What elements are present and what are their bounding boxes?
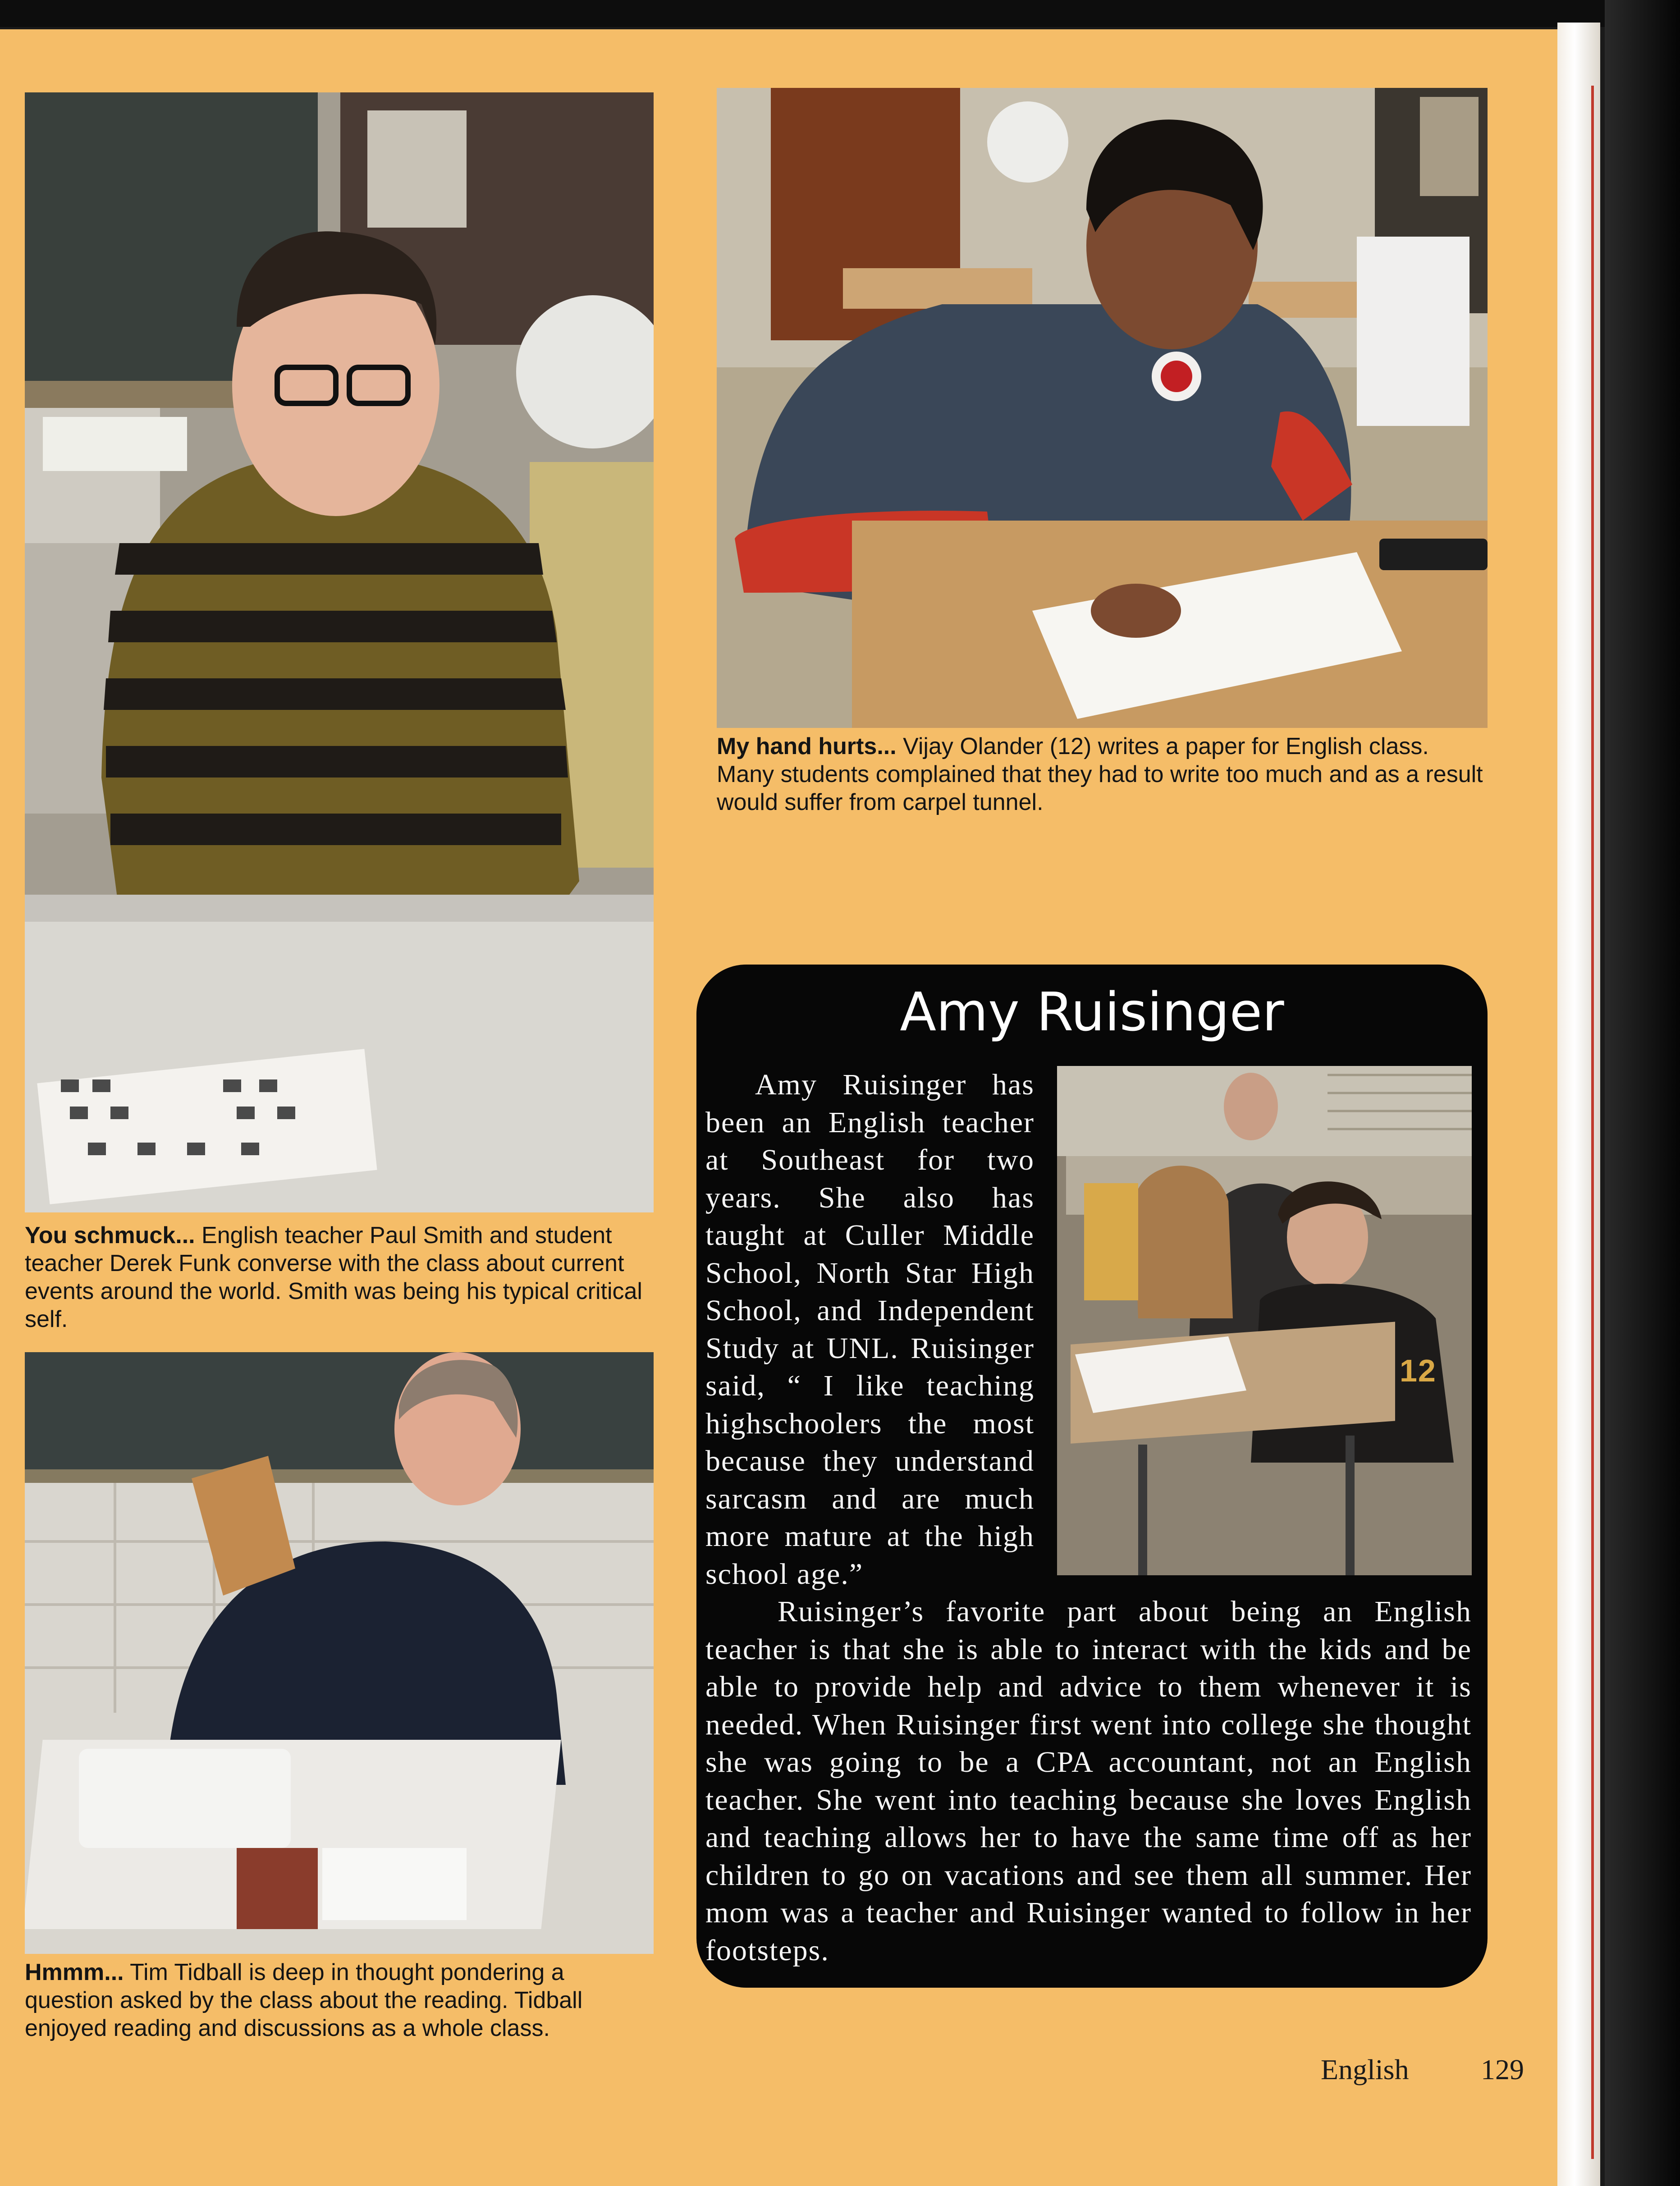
caption-olander-lead: My hand hurts...: [717, 733, 897, 759]
caption-smith-text: English teacher Paul Smith and student teacher Derek Funk converse with the class about current events around the world. Smith was being his typical critical self.: [25, 1222, 642, 1332]
photo-ruisinger-classroom: [1057, 1066, 1472, 1575]
folio-page-number: 129: [1481, 2053, 1524, 2085]
photo-olander-writing: [717, 88, 1488, 728]
caption-smith-lead: You schmuck...: [25, 1222, 195, 1248]
binding-line: [1591, 86, 1594, 2159]
scan-top-border: [0, 0, 1680, 27]
photo-student-striped-sweater: [25, 92, 654, 1212]
caption-smith: [25, 1221, 656, 1333]
teacher-profile-box: [696, 965, 1488, 1988]
folio-section: English: [1321, 2053, 1409, 2085]
profile-paragraph-1: Amy Ruisinger has been an English teacher at Southeast for two years. She also has taught at Culler Middle School, North Star High School, and Independent Study at UNL. Ruisinger said, “ I like teaching highschoolers the most because they understand sarcasm and are much more mature at the high school age.”: [705, 1068, 1035, 1591]
caption-olander: [717, 732, 1483, 816]
scan-right-border: [1605, 0, 1680, 2186]
caption-olander-text: Vijay Olander (12) writes a paper for English class. Many students complained that they had to write too much and as a result would suffer from carpel tunnel.: [717, 733, 1483, 815]
profile-title: Amy Ruisinger: [900, 981, 1284, 1043]
caption-tidball-text: Tim Tidball is deep in thought pondering a question asked by the class about the reading. Tidball enjoyed reading and discussions as a whole class.: [25, 1959, 583, 2041]
photo-tidball-reading: [25, 1352, 654, 1954]
profile-paragraph-2: Ruisinger’s favorite part about being an English teacher is that she is able to interact with the kids and be able to provide help and advice to them whenever it is needed. When Ruisinger first went into college she thought she was going to be a CPA accountant, not an English teacher. She went into teaching because she loves English and teaching allows her to have the same time off as her children to go on vacations and see them all summer. Her mom was a teacher and Ruisinger wanted to follow in her footsteps.: [705, 1595, 1472, 1967]
caption-tidball: [25, 1958, 656, 2042]
profile-body: [705, 1066, 1472, 1969]
caption-tidball-lead: Hmmm...: [25, 1959, 124, 1985]
svg-text:12: 12: [1400, 1353, 1437, 1388]
